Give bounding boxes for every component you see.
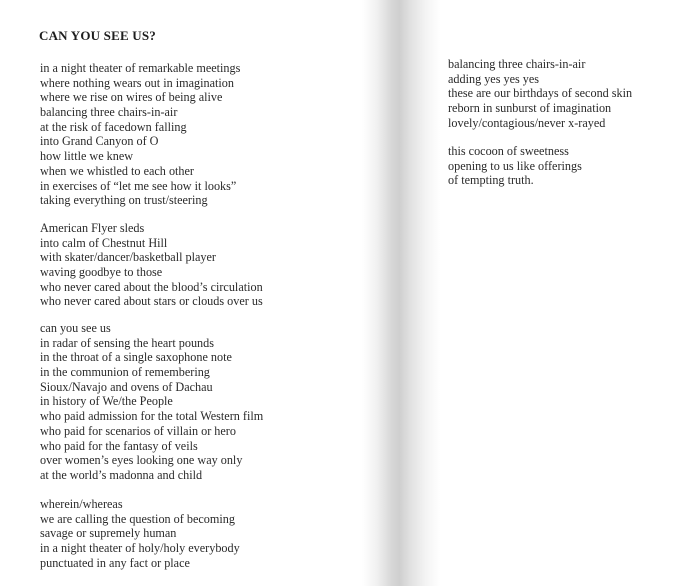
poem-line: who never cared about stars or clouds over us — [40, 294, 263, 309]
poem-line: where we rise on wires of being alive — [40, 90, 223, 105]
poem-line: with skater/dancer/basketball player — [40, 250, 216, 265]
poem-line: in the throat of a single saxophone note — [40, 350, 232, 365]
poem-line: balancing three chairs-in-air — [448, 57, 586, 71]
poem-line: balancing three chairs-in-air — [40, 105, 178, 120]
stanza — [40, 497, 240, 570]
stanza — [40, 61, 240, 208]
poem-line: of tempting truth. — [448, 173, 534, 188]
poem-line: over women’s eyes looking one way only — [40, 453, 243, 468]
poem-line: who never cared about the blood’s circulation — [40, 279, 263, 294]
poem-line: who paid for scenarios of villain or hero — [40, 423, 236, 438]
poem-line: reborn in sunburst of imagination — [448, 101, 612, 116]
poem-line: at the risk of facedown falling — [40, 119, 187, 134]
poem-line: in the communion of remembering — [40, 365, 210, 380]
stanza — [40, 221, 263, 309]
poem-line: in a night theater of holy/holy everybody — [40, 541, 240, 556]
poem-line: who paid for the fantasy of veils — [40, 438, 198, 453]
stanza — [448, 57, 632, 130]
poem-line: into calm of Chestnut Hill — [40, 235, 168, 250]
poem-line: we are calling the question of becoming — [40, 511, 235, 526]
poem-line: Sioux/Navajo and ovens of Dachau — [40, 379, 213, 394]
poem-line: into Grand Canyon of O — [40, 134, 159, 149]
book-gutter — [362, 0, 440, 586]
poem-line: in history of We/the People — [40, 394, 173, 409]
poem-line: at the world’s madonna and child — [40, 467, 203, 482]
poem-line: in exercises of “let me see how it looks” — [40, 178, 237, 193]
poem-line: adding yes yes yes — [448, 71, 540, 86]
poem-line: how little we knew — [40, 149, 134, 164]
poem-line: lovely/contagious/never x-rayed — [448, 115, 606, 130]
poem-title: CAN YOU SEE US? — [39, 28, 157, 43]
poem-line: can you see us — [40, 321, 111, 335]
poem-line: in radar of sensing the heart pounds — [40, 335, 214, 350]
poem-line: in a night theater of remarkable meetings — [40, 61, 241, 75]
stanza — [40, 321, 263, 483]
poem-line: opening to us like offerings — [448, 158, 582, 173]
poem-line: this cocoon of sweetness — [448, 144, 569, 158]
poem-line: American Flyer sleds — [40, 221, 145, 235]
poem-line: punctuated in any fact or place — [40, 555, 190, 570]
poem-line: where nothing wears out in imagination — [40, 75, 234, 90]
poem-line: savage or supremely human — [40, 526, 177, 541]
poem-line: wherein/whereas — [40, 497, 123, 511]
poem-line: who paid admission for the total Western film — [40, 409, 264, 424]
stanza — [448, 144, 582, 188]
poem-line: taking everything on trust/steering — [40, 193, 208, 208]
poem-line: when we whistled to each other — [40, 163, 194, 178]
poem-line: these are our birthdays of second skin — [448, 86, 633, 101]
poem-line: waving goodbye to those — [40, 265, 163, 280]
